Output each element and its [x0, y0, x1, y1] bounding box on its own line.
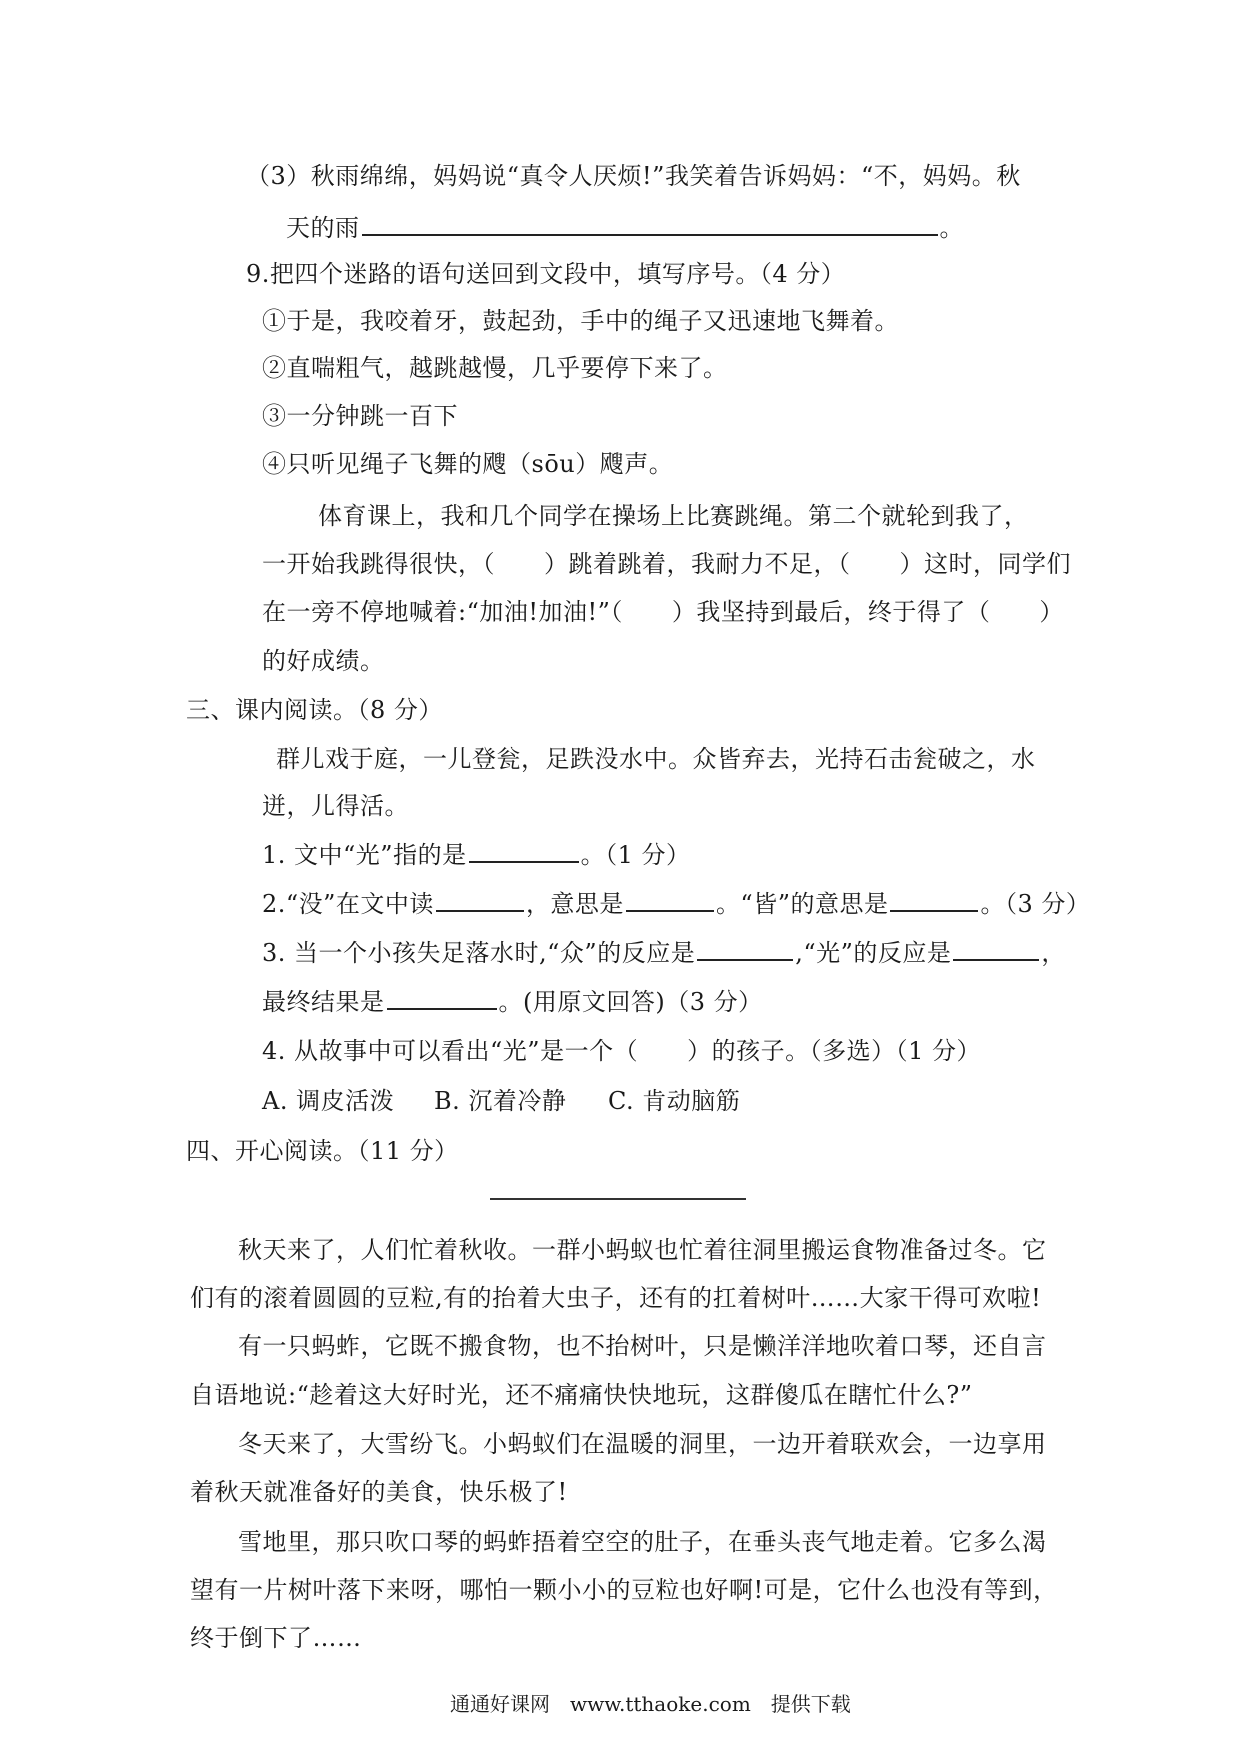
q8-3-line1: （3）秋雨绵绵，妈妈说“真令人厌烦!”我笑着告诉妈妈：“不，妈妈。秋 — [246, 162, 1021, 190]
section3-q3-score: 。(用原文回答)（3 分） — [498, 988, 763, 1016]
answer-blank[interactable] — [387, 986, 497, 1010]
section4-passage-line6: 着秋天就准备好的美食，快乐极了! — [190, 1478, 568, 1506]
q9-passage-line2: 一开始我跳得很快，（ ）跳着跳着，我耐力不足，（ ）这时，同学们 — [262, 550, 1071, 578]
q8-3-line2 — [286, 212, 964, 244]
title-blank[interactable] — [490, 1198, 746, 1200]
section4-passage-line1: 秋天来了，人们忙着秋收。一群小蚂蚁也忙着往洞里搬运食物准备过冬。它 — [238, 1236, 1047, 1264]
section3-q4: 4. 从故事中可以看出“光”是一个（ ）的孩子。（多选）（1 分） — [262, 1037, 981, 1065]
q9-stem: 9.把四个迷路的语句送回到文段中，填写序号。（4 分） — [246, 260, 846, 288]
section3-heading: 三、课内阅读。（8 分） — [186, 696, 443, 724]
q9-option-2: ②直喘粗气，越跳越慢，几乎要停下来了。 — [262, 354, 728, 382]
section4-passage-line2: 们有的滚着圆圆的豆粒,有的抬着大虫子，还有的扛着树叶……大家干得可欢啦! — [190, 1284, 1042, 1312]
section4-passage-line8: 望有一片树叶落下来呀，哪怕一颗小小的豆粒也好啊!可是，它什么也没有等到， — [190, 1576, 1058, 1604]
answer-blank[interactable] — [362, 212, 938, 236]
section3-passage-line2: 迸，儿得活。 — [262, 792, 409, 820]
section3-q1-score: 。（1 分） — [580, 841, 691, 869]
q9-passage-line3: 在一旁不停地喊着:“加油!加油!”（ ）我坚持到最后，终于得了（ ） — [262, 598, 1064, 626]
q8-3-line2-suffix: 。 — [939, 214, 964, 242]
q9-option-4: ④只听见绳子飞舞的飕（sōu）飕声。 — [262, 450, 674, 478]
answer-blank[interactable] — [953, 937, 1039, 961]
section4-heading: 四、开心阅读。（11 分） — [186, 1137, 459, 1165]
q9-option-3: ③一分钟跳一百下 — [262, 402, 458, 430]
section4-passage-line9: 终于倒下了…… — [190, 1624, 362, 1652]
answer-blank[interactable] — [697, 937, 793, 961]
section3-q2 — [262, 888, 1090, 920]
section3-q4-option-a: A. 调皮活泼 — [262, 1087, 395, 1115]
answer-blank[interactable] — [626, 888, 714, 912]
section3-q4-option-c: C. 肯动脑筋 — [608, 1087, 741, 1115]
section3-q3-text-d: 最终结果是 — [262, 988, 385, 1016]
section4-passage-line3: 有一只蚂蚱，它既不搬食物，也不抬树叶，只是懒洋洋地吹着口琴，还自言 — [238, 1332, 1047, 1360]
section3-q2-text-b: ，意思是 — [525, 890, 624, 918]
answer-blank[interactable] — [469, 839, 579, 863]
section3-q3-line2 — [262, 986, 763, 1018]
section3-passage-line1: 群儿戏于庭，一儿登瓮，足跌没水中。众皆弃去，光持石击瓮破之，水 — [276, 745, 1036, 773]
section4-passage-line4: 自语地说:“趁着这大好时光，还不痛痛快快地玩，这群傻瓜在瞎忙什么?” — [190, 1381, 973, 1409]
section3-q4-option-b: B. 沉着冷静 — [434, 1087, 567, 1115]
answer-blank[interactable] — [436, 888, 524, 912]
answer-blank[interactable] — [890, 888, 978, 912]
section3-q3-text-c: ， — [1041, 939, 1066, 967]
section4-passage-line7: 雪地里，那只吹口琴的蚂蚱捂着空空的肚子，在垂头丧气地走着。它多么渴 — [238, 1528, 1047, 1556]
section3-q3-text: 3. 当一个小孩失足落水时,“众”的反应是 — [262, 939, 696, 967]
section3-q3-text-b: ,“光”的反应是 — [795, 939, 952, 967]
footer-source: 通通好课网 www.tthaoke.com 提供下载 — [450, 1692, 851, 1716]
section3-q1-text: 1. 文中“光”指的是 — [262, 841, 467, 869]
q9-passage-line4: 的好成绩。 — [262, 647, 385, 675]
section4-passage-line5: 冬天来了，大雪纷飞。小蚂蚁们在温暖的洞里，一边开着联欢会，一边享用 — [238, 1430, 1047, 1458]
section3-q1 — [262, 839, 690, 871]
q9-option-1: ①于是，我咬着牙，鼓起劲，手中的绳子又迅速地飞舞着。 — [262, 307, 899, 335]
section3-q2-text: 2.“没”在文中读 — [262, 890, 434, 918]
q8-3-line2-prefix: 天的雨 — [286, 214, 360, 242]
section3-q3-line1 — [262, 937, 1066, 969]
section3-q2-text-c: 。“皆”的意思是 — [715, 890, 889, 918]
section3-q2-score: 。（3 分） — [980, 890, 1091, 918]
q9-passage-line1: 体育课上，我和几个同学在操场上比赛跳绳。第二个就轮到我了， — [318, 502, 1029, 530]
